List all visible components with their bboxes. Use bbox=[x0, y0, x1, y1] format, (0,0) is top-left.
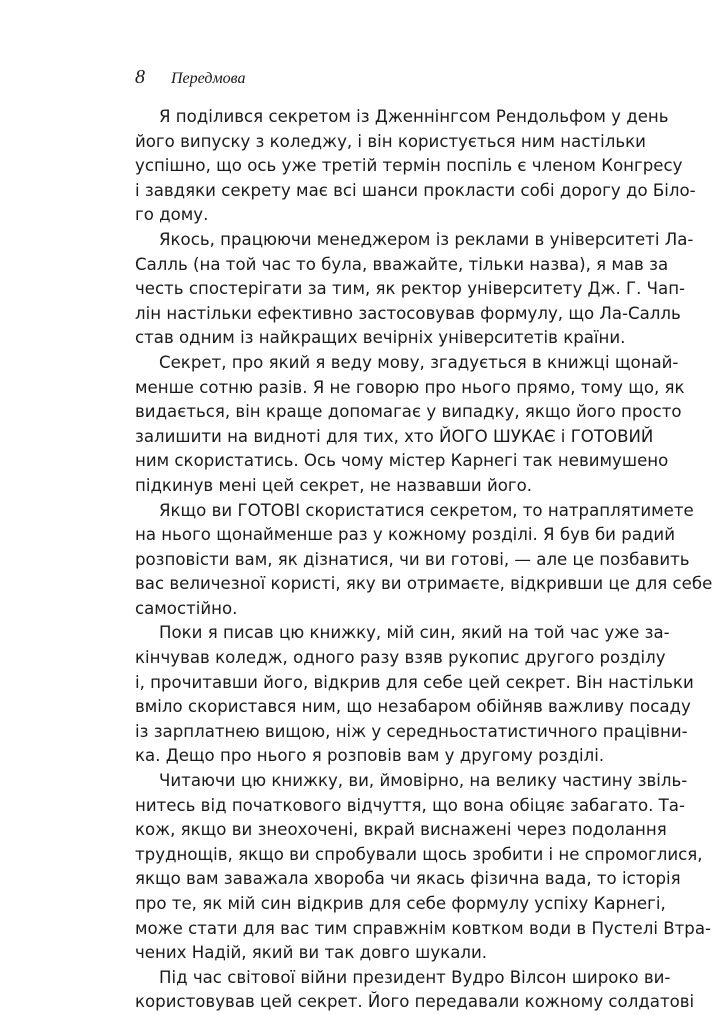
text-line: Секрет, про який я веду мову, згадується в книжці щонай- bbox=[159, 352, 679, 372]
text-line: чених Надій, який ви так довго шукали. bbox=[135, 943, 488, 963]
text-line: вас величезної користі, яку ви отримаєте, відкривши це для себе bbox=[135, 574, 713, 594]
body-text bbox=[135, 105, 713, 1015]
text-line: підкинув мені цей секрет, не назвавши його. bbox=[135, 475, 533, 495]
paragraph bbox=[135, 228, 694, 351]
text-line: честь спостерігати за тим, як ректор університету Дж. Г. Чап- bbox=[135, 279, 686, 299]
text-line: самостійно. bbox=[135, 598, 238, 618]
text-line: і, прочитавши його, відкрив для себе цей секрет. Він настільки bbox=[135, 672, 694, 692]
text-line: го дому. bbox=[135, 205, 209, 225]
paragraph bbox=[135, 769, 712, 966]
text-line: якщо вам заважала хвороба чи якась фізична вада, то історія bbox=[135, 869, 681, 889]
text-line: Я поділився секретом із Дженнінгсом Рендольфом у день bbox=[159, 107, 669, 126]
text-line: менше сотню разів. Я не говорю про нього прямо, тому що, як bbox=[135, 377, 685, 397]
text-line: успішно, що ось уже третій термін поспіль є членом Конгресу bbox=[135, 156, 683, 176]
paragraph bbox=[135, 351, 685, 499]
text-line: користовував цей секрет. Його передавали кожному солдатові bbox=[135, 992, 695, 1012]
text-line: залишити на видноті для тих, хто ЙОГО ШУКАЄ і ГОТОВИЙ bbox=[135, 426, 654, 446]
text-line: Якось, працюючи менеджером із реклами в університеті Ла- bbox=[159, 229, 694, 249]
section-title: Передмова bbox=[171, 70, 246, 87]
text-line: розповісти вам, як дізнатися, чи ви готові, — але це позбавить bbox=[135, 549, 690, 569]
paragraph bbox=[135, 621, 694, 769]
text-line: труднощів, якщо ви спробували щось зробити і не спромоглися, bbox=[135, 844, 703, 864]
text-line: Поки я писав цю книжку, мій син, який на той час уже за- bbox=[159, 623, 670, 643]
text-line: лін настільки ефективно застосовував формулу, що Ла-Салль bbox=[135, 303, 681, 323]
page-number: 8 bbox=[135, 66, 145, 88]
text-line: його випуску з коледжу, і він користується ним настільки bbox=[135, 131, 646, 151]
text-line: із зарплатнею вищою, ніж у середньостатистичного працівни- bbox=[135, 721, 688, 741]
text-line: видається, він краще допомагає у випадку, якщо його просто bbox=[135, 402, 682, 422]
text-line: кож, якщо ви знеохочені, вкрай виснажені через подолання bbox=[135, 820, 667, 840]
text-line: Якщо ви ГОТОВІ скористатися секретом, то натраплятимете bbox=[159, 500, 694, 520]
text-line: про те, як мій син відкрив для себе формулу успіху Карнегі, bbox=[135, 894, 666, 913]
running-header bbox=[135, 66, 246, 89]
text-line: на нього щонайменше раз у кожному розділі. Я був би радий bbox=[135, 525, 675, 545]
text-line: кінчував коледж, одного разу взяв рукопис другого розділу bbox=[135, 648, 666, 668]
text-line: вміло скористався ним, що незабаром обійняв важливу посаду bbox=[135, 697, 691, 717]
text-line: став одним із найкращих вечірніх університетів країни. bbox=[135, 328, 626, 348]
text-line: ка. Дещо про нього я розповів вам у другому розділі. bbox=[135, 746, 605, 766]
text-line: нитесь від початкового відчуття, що вона обіцяє забагато. Та- bbox=[135, 795, 685, 815]
paragraph bbox=[135, 966, 695, 1015]
text-line: Читаючи цю книжку, ви, ймовірно, на велику частину звіль- bbox=[159, 771, 688, 791]
text-line: Під час світової війни президент Вудро Вілсон широко ви- bbox=[159, 967, 671, 987]
paragraph bbox=[135, 105, 696, 228]
text-line: ним скористатись. Ось чому містер Карнегі так невимушено bbox=[135, 451, 669, 471]
text-line: Салль (на той час то була, вважайте, тільки назва), я мав за bbox=[135, 254, 669, 274]
text-line: і завдяки секрету має всі шанси прокласти собі дорогу до Біло- bbox=[135, 180, 696, 200]
text-line: може стати для вас тим справжнім ковтком води в Пустелі Втра- bbox=[135, 918, 712, 938]
paragraph bbox=[135, 499, 713, 622]
